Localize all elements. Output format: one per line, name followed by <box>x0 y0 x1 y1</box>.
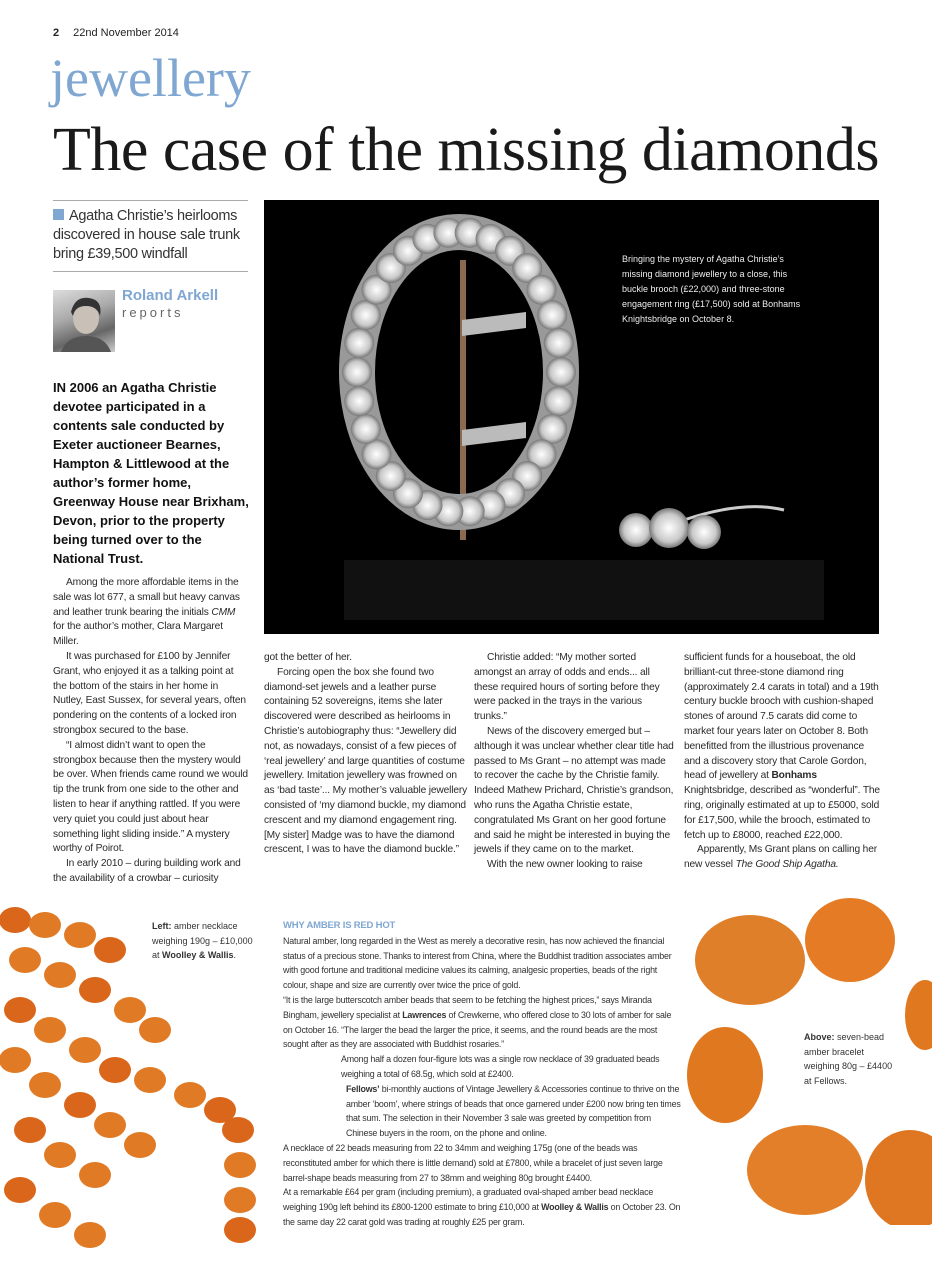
amber-bead <box>174 1082 206 1108</box>
square-bullet-icon <box>53 209 64 220</box>
amber-bead <box>44 1142 76 1168</box>
text-segment: Left: <box>152 921 172 931</box>
amber-bead <box>29 1072 61 1098</box>
text-segment: got the better of her. <box>264 652 352 663</box>
amber-bead <box>905 980 932 1050</box>
paragraph <box>474 858 674 873</box>
text-segment: “I almost didn’t want to open the strongbox because then the mystery would be over. When friends came round we would tip the trunk from one side to the other and listen to hear if anything rattled. If you were very quiet you could just about hear something light sliding inside.” A mystery worthy of Poirot. <box>53 739 248 855</box>
article-column-3 <box>474 651 674 873</box>
text-segment: Among the more affordable items in the sale was lot 677, a small but heavy canvas and leather trunk bearing the initials <box>53 577 240 618</box>
caption-left <box>152 919 262 963</box>
text-segment: “It is the large butterscotch amber beads that seem to be fetching the highest prices,” says Miranda Bingham, jewellery specialist at <box>283 994 652 1020</box>
author-name: Roland Arkell <box>122 287 219 304</box>
amber-bead <box>134 1067 166 1093</box>
amber-bead <box>805 898 895 982</box>
amber-bead <box>0 1047 31 1073</box>
amber-bead <box>4 997 36 1023</box>
text-segment: of Crewkerne, who offered close to 30 lots of amber for sale on October 16. “The larger the bead the larger the price, it seems, and the round beads are the most sought after as they are associated with Buddhist rosaries.” <box>283 1009 672 1050</box>
amber-bead <box>695 915 805 1005</box>
amber-bead <box>747 1125 863 1215</box>
diamond <box>351 414 381 444</box>
text-segment: CMM <box>211 606 236 618</box>
text-segment: Natural amber, long regarded in the West as merely a decorative resin, has now achieved the financial status of a precious stone. Thanks to interest from China, where the Buddhist tradition associates amber with good fortune and traditional medicine values its calming, analgesic properties, beads of the right colour, shape and size are currently over twice the price of gold. <box>283 935 672 991</box>
text-segment: for the author’s mother, Clara Margaret Miller. <box>53 621 223 648</box>
text-segment: amber necklace weighing 190g – £10,000 at <box>152 921 253 960</box>
amber-bead <box>0 907 31 933</box>
text-segment: sufficient funds for a houseboat, the old brilliant-cut three-stone diamond ring (approximately 2.4 carats in total) and a 19th century buckle brooch with cushion-shaped stones of around 7.5 carats did come to market four years later on October 8. Both benefitted from the illustrious provenance and a discovery story that Carole Gordon, head of jewellery at <box>684 652 879 782</box>
text-segment: Woolley & Wallis <box>162 950 234 960</box>
amber-paragraph <box>283 993 681 1052</box>
text-segment: Lawrences <box>402 1009 447 1020</box>
amber-paragraph <box>283 1082 681 1141</box>
text-segment: on October 23. On the same day 22 carat gold was trading at roughly £25 per gram. <box>283 1202 681 1227</box>
amber-bead <box>99 1057 131 1083</box>
amber-bead <box>114 997 146 1023</box>
text-segment: Above: <box>804 1032 835 1042</box>
text-segment: Apparently, Ms Grant plans on calling her new vessel <box>684 844 877 871</box>
amber-bead <box>34 1017 66 1043</box>
paragraph <box>53 576 249 650</box>
text-segment: The Good Ship Agatha. <box>735 859 839 871</box>
article-column-1 <box>53 576 249 887</box>
paragraph <box>264 651 468 666</box>
diamond <box>344 328 374 358</box>
diamond <box>546 357 576 387</box>
text-segment: bi-monthly auctions of Vintage Jewellery & Accessories continue to thrive on the amber ‘boom’, where strings of beads that once garnered under £200 now bring ten times that sum. The selection in their November 3 sale was greeted by competition from Chinese buyers in the room, on the phone and online. <box>346 1083 681 1139</box>
text-segment: It was purchased for £100 by Jennifer Grant, who enjoyed it as a talking point at the bottom of the stairs in her home in Nutley, East Sussex, for several years, often pondering on the contents of a locked iron strongbox secured to the base. <box>53 650 246 736</box>
paragraph <box>474 725 674 858</box>
amber-bead <box>64 1092 96 1118</box>
standfirst-text: Agatha Christie’s heirlooms discovered in house sale trunk bring £39,500 windfall <box>53 208 240 262</box>
text-segment: News of the discovery emerged but – although it was unclear whether clear title had passed to Ms Grant – no attempt was made to recover the cache by the Christie family. Indeed Mathew Prichard, Christie’s grandson, who runs the Agatha Christie estate, congratulated Ms Grant on her good fortune and said he might be interested in buying the jewels if they came on to the market. <box>474 725 674 856</box>
text-segment: At a remarkable £64 per gram (including premium), a graduated oval-shaped amber bead necklace weighing 190g left behind its £800-1200 estimate to bring £10,000 at <box>283 1187 654 1213</box>
amber-bead <box>29 912 61 938</box>
lead-paragraph: IN 2006 an Agatha Christie devotee participated in a contents sale conducted by Exeter auctioneer Bearnes, Hampton & Littlewood at the author’s former home, Greenway House near Brixham, Devon, prior to the property being turned over to the National Trust. <box>53 380 249 566</box>
diamond <box>544 386 574 416</box>
section-title: jewellery <box>50 48 251 108</box>
amber-bead <box>64 922 96 948</box>
diamond <box>537 300 567 330</box>
amber-bead <box>79 977 111 1003</box>
amber-bead <box>224 1217 256 1243</box>
amber-bead <box>139 1017 171 1043</box>
photo-caption: Bringing the mystery of Agatha Christie’s missing diamond jewellery to a close, this buckle brooch (£22,000) and three-stone engagement ring (£17,500) sold at Bonhams Knightsbridge on October 8. <box>622 254 801 324</box>
text-segment: Knightsbridge, described as “wonderful”. The ring, originally estimated at up to £5000, sold for £17,500, while the brooch, estimated to fetch up to £8000, reached £22,000. <box>684 785 880 841</box>
text-segment: Christie added: “My mother sorted amongst an array of odds and ends... all these required hours of sorting before they were packed in the trays in the various trunks.” <box>474 652 660 723</box>
author-role: reports <box>122 305 184 320</box>
amber-sidebar <box>283 919 681 1230</box>
amber-paragraph <box>283 1141 681 1185</box>
diamond <box>342 357 372 387</box>
amber-heading: WHY AMBER IS RED HOT <box>283 920 396 931</box>
text-segment: Forcing open the box she found two diamond-set jewels and a leather purse containing 52 sovereigns, items she later discovered were described as heirlooms in Christie’s autobiography thus: “Jewellery did not, as nowadays, consist of a few pieces of ‘real jewellery’ and large quantities of costume jewellery. Imitation jewellery was frowned on as ‘bad taste’... My mother’s valuable jewellery consisted of ‘my diamond buckle, my diamond crescent and my diamond engagement ring. [My sister] Madge was to have the diamond crescent, I was to have the diamond buckle.” <box>264 666 468 856</box>
amber-bead <box>9 947 41 973</box>
amber-bead <box>865 1130 932 1225</box>
text-segment: Fellows’ <box>346 1083 380 1094</box>
issue-date: 22nd November 2014 <box>73 27 179 39</box>
text-segment: In early 2010 – during building work and the availability of a crowbar – curiosity <box>53 858 241 884</box>
standfirst <box>53 200 248 272</box>
amber-bead <box>222 1117 254 1143</box>
portrait-icon <box>53 290 115 352</box>
headline: The case of the missing diamonds <box>53 116 879 184</box>
text-segment: seven-bead amber bracelet weighing 80g – £4400 at Fellows. <box>804 1032 893 1086</box>
amber-paragraph <box>283 934 681 993</box>
author-photo <box>53 290 115 352</box>
paragraph <box>264 666 468 858</box>
amber-bead <box>94 1112 126 1138</box>
text-segment: Among half a dozen four-figure lots was a single row necklace of 39 graduated beads weighing a total of 68.5g, which sold at £2400. <box>341 1054 660 1079</box>
amber-bead <box>4 1177 36 1203</box>
amber-bead <box>44 962 76 988</box>
article-column-2 <box>264 651 468 858</box>
caption-right <box>804 1030 894 1088</box>
amber-bead <box>79 1162 111 1188</box>
text-segment: With the new owner looking to raise <box>487 859 643 871</box>
paragraph <box>53 650 249 739</box>
paragraph <box>474 651 674 725</box>
amber-bead <box>14 1117 46 1143</box>
amber-paragraph <box>283 1052 681 1082</box>
article-column-4 <box>684 651 882 873</box>
page-number: 2 <box>53 27 60 39</box>
text-segment: . <box>233 950 237 960</box>
amber-bead <box>39 1202 71 1228</box>
amber-bead <box>224 1152 256 1178</box>
buckle-brooch <box>342 218 576 526</box>
diamond <box>344 386 374 416</box>
paragraph <box>684 651 882 843</box>
text-segment: A necklace of 22 beads measuring from 22 to 34mm and weighing 175g (one of the beads was reconstituted amber for which there is little demand) sold at £7800, while a bracelet of just seven large barrel-shape beads measuring from 27 to 38mm and weighing 80g brought £4400. <box>283 1142 663 1183</box>
amber-bead <box>69 1037 101 1063</box>
amber-paragraph <box>283 1185 681 1229</box>
paragraph <box>684 843 882 873</box>
paragraph <box>53 857 249 887</box>
amber-bead <box>687 1027 763 1123</box>
text-segment: Woolley & Wallis <box>541 1202 609 1213</box>
three-stone-ring <box>619 507 784 549</box>
amber-bead <box>74 1222 106 1248</box>
amber-bead <box>124 1132 156 1158</box>
text-segment: Bonhams <box>771 770 817 782</box>
amber-bead <box>94 937 126 963</box>
amber-bead <box>224 1187 256 1213</box>
diamond <box>544 328 574 358</box>
folio <box>53 27 179 39</box>
paragraph <box>53 739 249 857</box>
